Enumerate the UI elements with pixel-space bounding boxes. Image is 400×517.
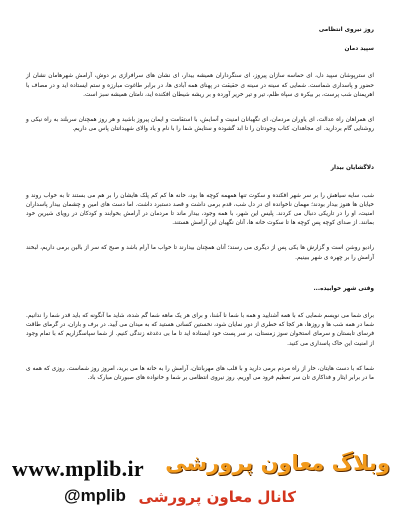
paragraph: شب، سایه سیاهش را بر سر شهر افکنده و سکوت تنها همهمه کوچه ها بود، خانه ها کم کم پلک هایشان را بر هم می بستند تا به خواب روند و خیابان ها هنوز بیدار بودند؛ مهمان ناخوانده ای در دل شب، قدم برمی داشت و قصد دستبرد داشت. اما دست های امین و چشمان بیدار پاسداران امنیت، او را در تاریکی دنبال می کردند. پلیس این شهر، با همه وجود، بیدار ماند تا مردمان در آرامش بخوابند و کودکان در رویای شیرین خود بمانند. از صدای کوچه پس کوچه ها تا سکوت خانه ها، آنان نگهبان این آرامش هستند. [26,192,374,227]
section-title: روز نیروی انتظامی [318,27,374,33]
paragraph: ای سترپوشان سپید دل، ای حماسه سازان پیروز، ای سنگرداران همیشه بیدار، ای نشان های سرافرازی بر دوش، آرامش شهرهامان نشان از حضور و پاسداری شماست. شمایی که سینه در سینه ی حقیقت در پهنای همه آبادی ها، در برابر طاغوت مبارزه و ستم ایستاده اید و در مصاف با اهریمنان شب پرست، بر بیکره ی سپاه ظلم، تیر و تیر خریر آورده و بر ریشه شیطان افکنده اید، نامتان همیشه سبز است. [26,73,374,98]
paragraph: شما که با دست هایتان، خار از راه مردم برمی دارید و با قلب های مهربانتان، آرامش را به خانه ها می برید، امروز روز شماست. روزی که همه ی ما در برابر ایثار و فداکاری تان سر تعظیم فرود می آوریم. روز نیروی انتظامی بر شما و خانواده های صبورتان مبارک باد. [26,365,374,382]
document-body [26,26,374,383]
watermark-brand: وبلاگ معاون پرورشی [165,451,390,475]
watermark-url: www.mplib.ir [12,456,144,481]
watermark-handle: @mplib [64,486,126,505]
section-title: دلاگشایان بیدار [330,165,374,172]
paragraph: ای همراهان راه عدالت، ای یاوران مردمان، ای نگهبانان امنیت و آسایش، با استقامت و ایمان پیروز باشید و هر روز همچنان سربلند به راه نیکی و روشنایی گام بردارید. ای مجاهدان، کتاب وجودتان را تا ابد گشوده و ستایش شما را با نام و یاد والای شهیدانتان پاس می داریم. [26,117,374,133]
watermark-channel: کانال معاون پرورشی [138,488,296,506]
paragraph: برای شما می نویسم شمایی که با همه آشنایید و همه با شما نا آشنا، و برای هر یک ماهه شما گم شده، شاید ما آنگونه که باید قدر شما را ندانیم. شما در همه شب ها و روزها، هر کجا که خطری از دور نمایان شود، نخستین کسانی هستید که به میدان می آیید. در برف و باران، در گرمای طاقت فرسای تابستان و سرمای استخوان سوز زمستان، بر سر پست خود ایستاده اید تا ما بی دغدغه زندگی کنیم. از شما سپاسگزاریم که با تمام وجود از امنیت این خاک پاسداری می کنید. [26,313,374,347]
paragraph: رادیو روشن است و گزارش ها یکی پس از دیگری می رسند؛ آنان همچنان بیدارند تا خواب ما آرام باشد و صبح که سر از بالین برمی داریم، لبخند آرامش را بر چهره ی شهر ببینیم. [26,245,374,261]
section-subtitle: سپید دمان [344,46,374,53]
section-title: وقتی شهر خوابیده... [313,285,374,292]
